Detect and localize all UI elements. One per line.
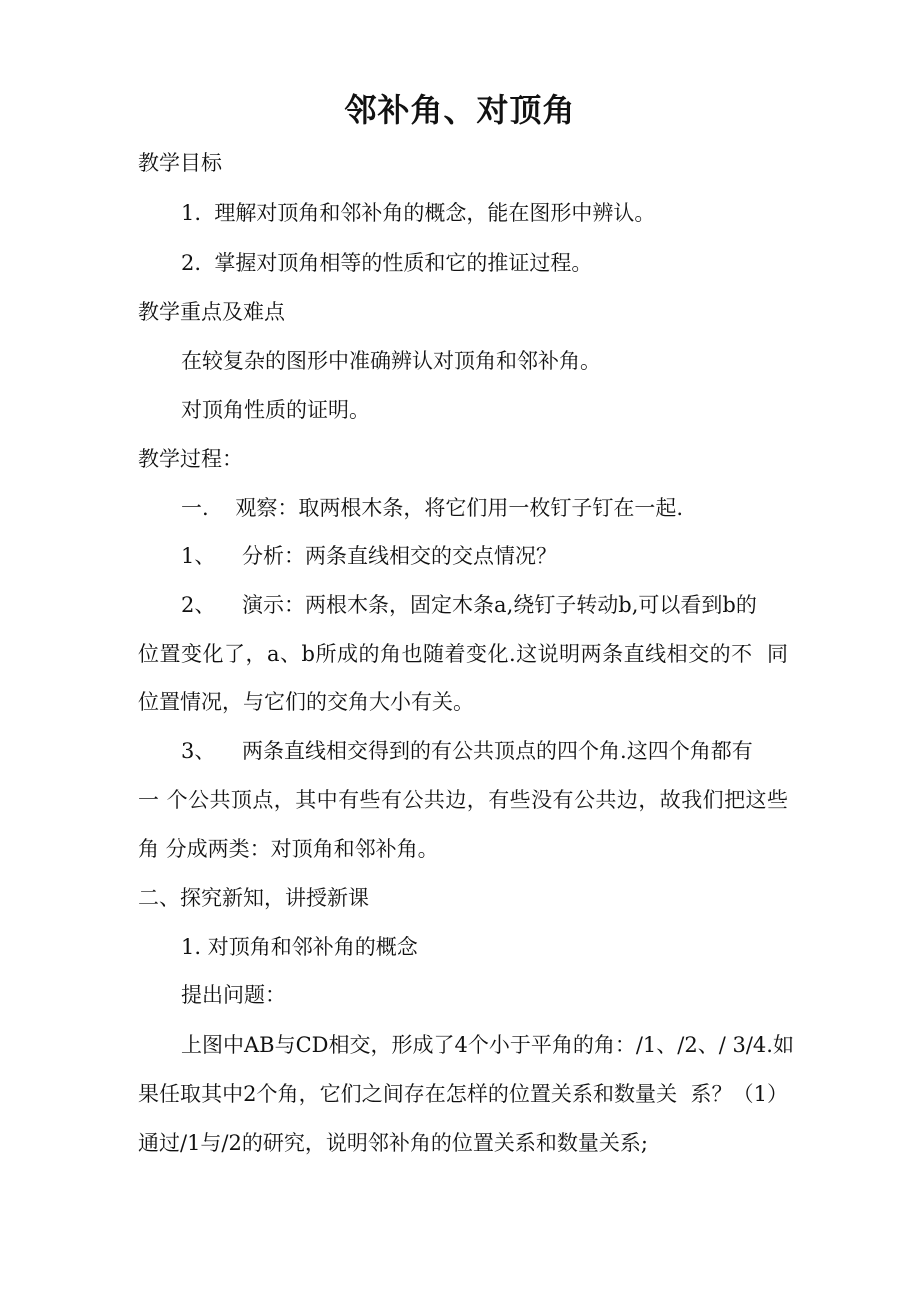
process-step-1: 1、 分析：两条直线相交的交点情况？ <box>181 544 558 568</box>
key-point-1: 在较复杂的图形中准确辨认对顶角和邻补角。 <box>181 349 601 373</box>
process-step-3-line-1: 3、 两条直线相交得到的有公共顶点的四个角.这四个角都有 <box>181 739 753 763</box>
process-step-2-line-1: 2、 演示：两根木条，固定木条a,绕钉子转动b,可以看到b的 <box>181 593 757 617</box>
objective-item-1: 1. 理解对顶角和邻补角的概念，能在图形中辨认。 <box>181 201 656 225</box>
process-step-2-line-2: 位置变化了，a、b所成的角也随着变化.这说明两条直线相交的不 同 <box>138 642 788 666</box>
page-title: 邻补角、对顶角 <box>344 91 576 129</box>
question-line-1: 上图中AB与CD相交，形成了4个小于平角的角：/1、/2、/ 3/4.如 <box>181 1033 794 1057</box>
process-step-observe: 一. 观察：取两根木条，将它们用一枚钉子钉在一起. <box>181 496 684 520</box>
section-heading-process: 教学过程： <box>138 447 243 471</box>
section-heading-key-points: 教学重点及难点 <box>138 300 285 324</box>
question-line-3: 通过/1与/2的研究，说明邻补角的位置关系和数量关系; <box>138 1131 648 1155</box>
subsection-heading-concepts: 1. 对顶角和邻补角的概念 <box>181 935 418 959</box>
section-heading-new-knowledge: 二、探究新知，讲授新课 <box>138 886 369 910</box>
process-step-2-line-3: 位置情况，与它们的交角大小有关。 <box>138 690 474 714</box>
process-step-3-line-2: 一 个公共顶点，其中有些有公共边，有些没有公共边，故我们把这些 <box>138 788 788 812</box>
process-step-3-line-3: 角 分成两类：对顶角和邻补角。 <box>138 837 439 861</box>
question-label: 提出问题： <box>181 983 286 1007</box>
objective-item-2: 2. 掌握对顶角相等的性质和它的推证过程。 <box>181 251 593 275</box>
section-heading-objectives: 教学目标 <box>138 151 222 175</box>
key-point-2: 对顶角性质的证明。 <box>181 398 370 422</box>
question-line-2: 果任取其中2个角，它们之间存在怎样的位置关系和数量关 系？（1） <box>138 1082 788 1106</box>
